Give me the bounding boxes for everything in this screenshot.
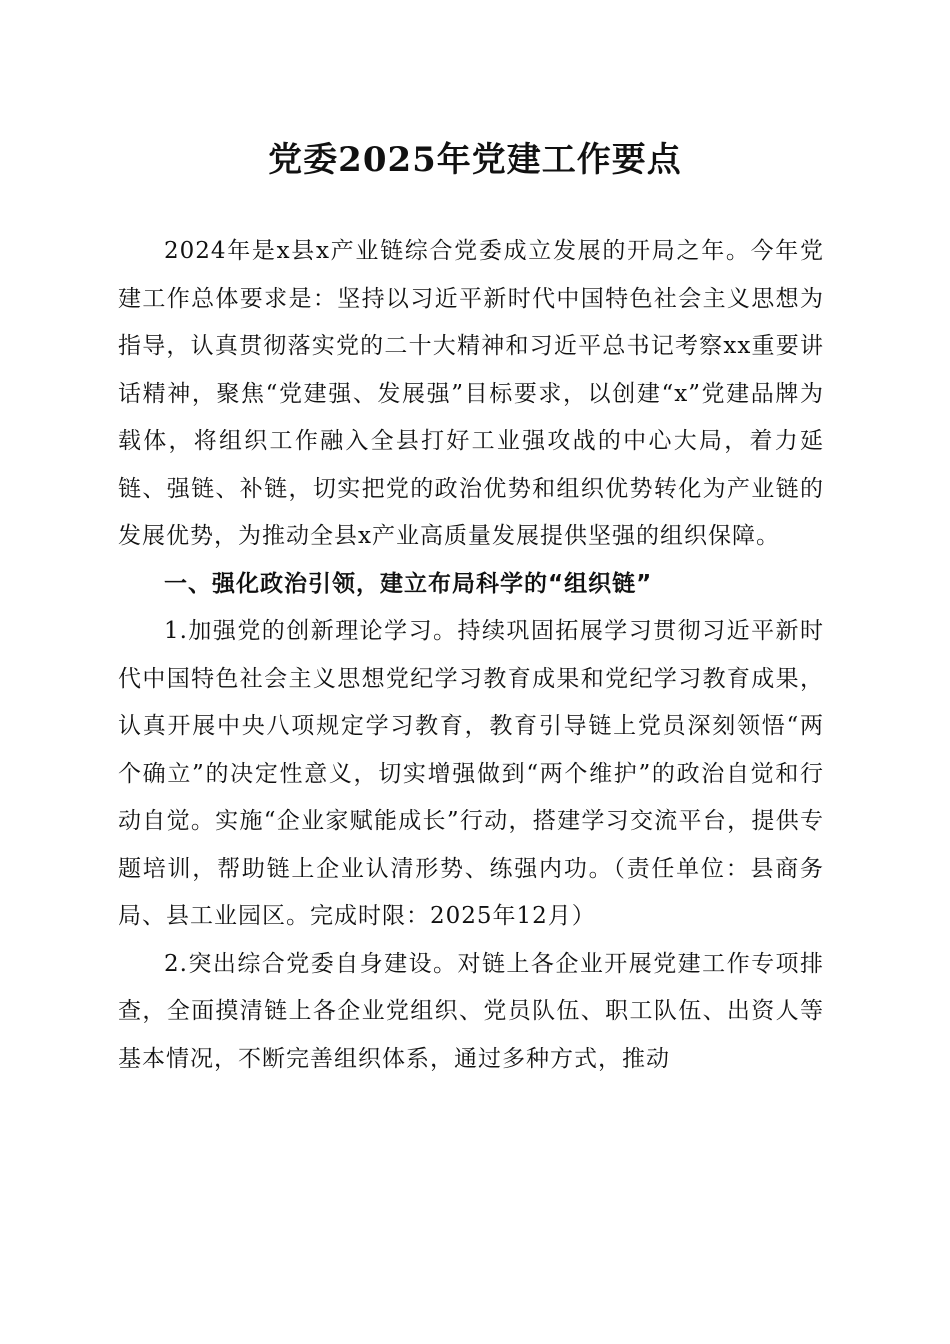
- section-heading-1: 一、强化政治引领，建立布局科学的“组织链”: [164, 570, 653, 597]
- document-title: 党委2025年党建工作要点: [268, 140, 682, 180]
- item-paragraph-1: 1.加强党的创新理论学习。持续巩固拓展学习贯彻习近平新时代中国特色社会主义思想党纪学习教育成果和党纪学习教育成果，认真开展中央八项规定学习教育，教育引导链上党员深刻领悟“两个确立”的决定性意义，切实增强做到“两个维护”的政治自觉和行动自觉。实施“企业家赋能成长”行动，搭建学习交流平台，提供专题培训，帮助链上企业认清形势、练强内功。（责任单位：县商务局、县工业园区。完成时限：2025年12月）: [118, 618, 824, 929]
- document-body: [118, 228, 824, 1083]
- intro-paragraph: 2024年是x县x产业链综合党委成立发展的开局之年。今年党建工作总体要求是：坚持以习近平新时代中国特色社会主义思想为指导，认真贯彻落实党的二十大精神和习近平总书记考察xx重要讲话精神，聚焦“党建强、发展强”目标要求，以创建“x”党建品牌为载体，将组织工作融入全县打好工业强攻战的中心大局，着力延链、强链、补链，切实把党的政治优势和组织优势转化为产业链的发展优势，为推动全县x产业高质量发展提供坚强的组织保障。: [118, 238, 824, 549]
- item-paragraph-2: 2.突出综合党委自身建设。对链上各企业开展党建工作专项排查，全面摸清链上各企业党组织、党员队伍、职工队伍、出资人等基本情况，不断完善组织体系，通过多种方式，推动: [118, 950, 824, 1072]
